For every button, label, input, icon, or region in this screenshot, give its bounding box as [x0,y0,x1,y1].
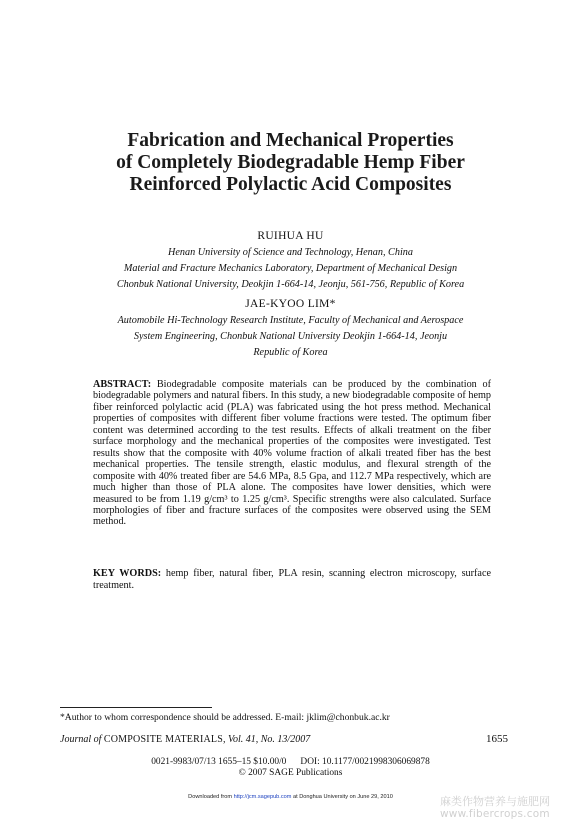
affiliation-line: Chonbuk National University, Deokjin 1-664-14, Jeonju, 561-756, Republic of Korea [116,279,465,290]
keywords-label: KEY WORDS: [93,568,162,579]
affiliation-line: Material and Fracture Mechanics Laboratory, Department of Mechanical Design [123,263,458,274]
author-1-affiliation [40,245,541,293]
author-2-affiliation [40,313,541,361]
abstract-text: Biodegradable composite materials can be produced by the combination of biodegradable polymers and natural fibers. In this study, a new biodegradable composite of hemp fiber reinforced polylactic acid (PLA) was fabricated using the hot press method. Mechanical properties of composites with different fiber volume fractions were tested. The optimum fiber content was determined according to the test results. Effects of alkali treatment on the fiber surface morphology and the mechanical properties of the composites were investigated. Test results show that the composite with 40% volume fraction of alkali treated fiber has the best mechanical properties. The tensile strength, elastic modulus, and flexural strength of the composite with 40% treated fiber are 54.6 MPa, 8.5 Gpa, and 112.7 MPa respectively, which are much higher than those of PLA alone. The composites have lower densities, which were measured to be from 1.19 g/cm³ to 1.25 g/cm³. Specific strengths were also calculated. Surface morphologies of fiber and fracture surfaces of the composites were observed using the SEM method. [93,379,492,528]
keywords [93,568,491,591]
paper-title [40,130,541,196]
watermark-line-1: 麻类作物营养与施肥网 [440,795,550,808]
publication-identifiers [0,757,581,778]
abstract [93,379,491,528]
issn-doi-line: 0021-9983/07/13 1655–15 $10.00/0 DOI: 10.1177/0021998306069878 [151,757,430,767]
download-prefix: Downloaded from [188,794,233,800]
title-line-2: of Completely Biodegradable Hemp Fiber [116,152,465,173]
affiliation-line: Republic of Korea [253,347,328,358]
journal-volume: , Vol. 41, No. 13/2007 [222,734,311,745]
journal-citation [60,734,310,745]
download-link[interactable]: http://jcm.sagepub.com [233,794,292,800]
author-1-name: RUIHUA HU [257,230,324,242]
journal-prefix: Journal of [60,734,102,745]
affiliation-line: Henan University of Science and Technology, Henan, China [168,247,413,258]
footnote-rule [60,707,212,708]
title-line-3: Reinforced Polylactic Acid Composites [129,174,452,195]
author-2-name: JAE-KYOO LIM* [245,298,336,310]
watermark [440,796,578,820]
abstract-label: ABSTRACT: [93,379,152,390]
affiliation-line: System Engineering, Chonbuk National University Deokjin 1-664-14, Jeonju [133,331,448,342]
journal-name: COMPOSITE MATERIALS [103,734,223,745]
watermark-line-2: www.fibercrops.com [440,808,550,820]
footnote: *Author to whom correspondence should be addressed. E-mail: jklim@chonbuk.ac.kr [60,712,390,723]
keywords-text: hemp fiber, natural fiber, PLA resin, scanning electron microscopy, surface treatment. [93,568,491,591]
affiliation-line: Automobile Hi-Technology Research Institute, Faculty of Mechanical and Aerospace [117,315,464,326]
download-suffix: at Donghua University on June 29, 2010 [292,794,393,800]
copyright-line: © 2007 SAGE Publications [238,767,343,778]
page-number: 1655 [486,733,508,745]
title-line-1: Fabrication and Mechanical Properties [127,130,454,151]
